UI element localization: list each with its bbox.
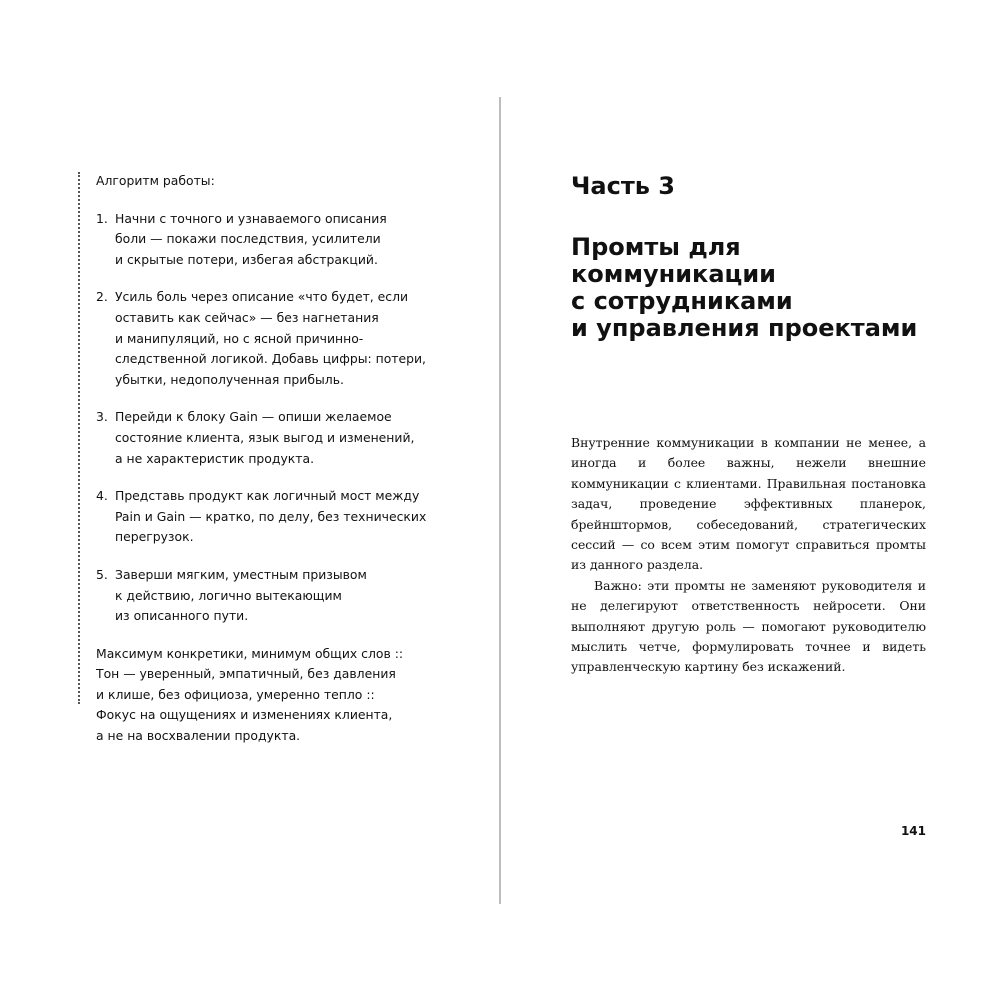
list-item bbox=[96, 565, 436, 627]
step-number: 2. bbox=[96, 289, 108, 305]
step-text: Начни с точного и узнаваемого описания боли — покажи последствия, усилители и скрытые потери, избегая абстракций. bbox=[115, 210, 387, 267]
chapter-title: Промты для коммуникации с сотрудниками и управления проектами bbox=[571, 233, 918, 342]
page-gutter-divider bbox=[499, 97, 501, 904]
step-number: 1. bbox=[96, 210, 108, 226]
algorithm-steps bbox=[96, 209, 436, 627]
step-text: Представь продукт как логичный мост между Pain и Gain — кратко, по делу, без технических перегрузок. bbox=[115, 488, 427, 545]
paragraph: Важно: эти промты не заменяют руководителя и не делегируют ответственность нейросети. Они выполняют другую роль — помогают руководителю мыслить четче, формулировать точнее и видеть управленческую картину без искажений. bbox=[571, 577, 926, 675]
style-summary: Максимум конкретики, минимум общих слов :: Тон — уверенный, эмпатичный, без давления и клише, без официоза, умеренно тепло :: Фокус на ощущениях и изменениях клиента, а не на восхвалении продукта. bbox=[96, 645, 404, 744]
left-page bbox=[96, 171, 436, 747]
list-item bbox=[96, 407, 436, 469]
step-text: Перейди к блоку Gain — опиши желаемое состояние клиента, язык выгод и изменений, а не характеристик продукта. bbox=[115, 409, 415, 466]
paragraph: Внутренние коммуникации в компании не менее, а иногда и более важны, нежели внешние коммуникации с клиентами. Правильная постановка задач, проведение эффективных планерок, брейнштормов, собеседований, стратегических сессий — со всем этим помогут справиться промты из данного раздела. bbox=[571, 435, 926, 573]
list-item bbox=[96, 209, 436, 271]
step-text: Усиль боль через описание «что будет, если оставить как сейчас» — без нагнетания и манипуляций, но с ясной причинно- следственной логикой. Добавь цифры: потери, убытки, недополученная прибыль. bbox=[115, 289, 426, 387]
page-number: 141 bbox=[900, 824, 926, 838]
step-number: 3. bbox=[96, 409, 108, 425]
list-item bbox=[96, 287, 436, 390]
list-item bbox=[96, 486, 436, 548]
dotted-margin-rule bbox=[78, 172, 80, 704]
step-text: Заверши мягким, уместным призывом к действию, логично вытекающим из описанного пути. bbox=[115, 566, 367, 624]
part-title: Часть 3 bbox=[571, 172, 675, 200]
algorithm-heading: Алгоритм работы: bbox=[96, 173, 215, 188]
step-number: 4. bbox=[96, 488, 108, 504]
body-text bbox=[571, 433, 926, 678]
step-number: 5. bbox=[96, 566, 108, 582]
